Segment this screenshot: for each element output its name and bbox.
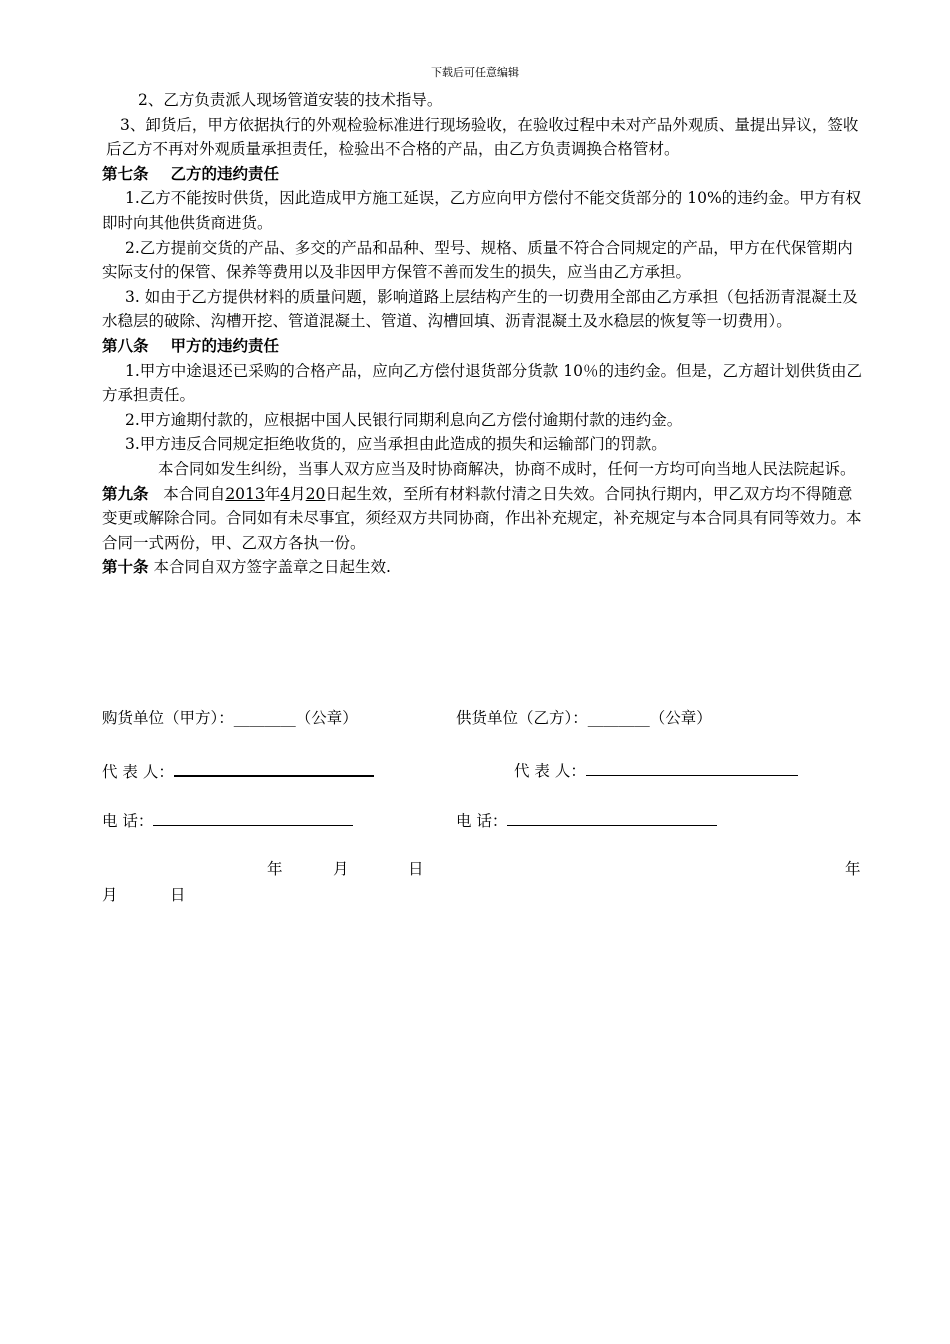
article-10-text: 本合同自双方签字盖章之日起生效. [153,558,391,577]
article-7-item-2: 2.乙方提前交货的产品、多交的产品和品种、型号、规格、质量不符合合同规定的产品，甲方在代保管期内实际支付的保管、保养等费用以及非因甲方保管不善而发生的损失，应当由乙方承担。 [102,238,853,282]
article-10-number: 第十条 [102,557,149,577]
seller-phone-label: 电 话： [456,812,508,830]
article-7-item-1: 1.乙方不能按时供货，因此造成甲方施工延误，乙方应向甲方偿付不能交货部分的 10%的违约金。甲方有权即时向其他供货商进货。 [102,189,862,232]
download-note: 下载后可任意编辑 [431,66,519,79]
article-8-item-3: 3.甲方违反合同规定拒绝收货的，应当承担由此造成的损失和运输部门的罚款。 [125,435,667,454]
article-8-heading [102,334,867,359]
buyer-date-year: 年 [267,860,283,878]
article-9-text-b: 年 [264,484,281,503]
seller-rep-line[interactable] [586,760,798,776]
seller-date-year: 年 [845,860,861,878]
article-9-text-d: 日起生效，至所有材料款付清之日失效。合同执行期内，甲乙双方均不得随意变更或解除合同。合同如有未尽事宜，须经双方共同协商，作出补充规定，补充规定与本合同具有同等效力。本合同一式两份，甲、乙双方各执一份。 [102,484,862,552]
buyer-phone-line[interactable] [153,810,353,826]
seller-rep-label: 代 表 人： [514,762,586,780]
article-10 [102,555,867,580]
effective-year: 2013 [225,484,265,503]
contract-body [102,88,867,580]
article-7-title: 乙方的违约责任 [170,163,280,183]
article-7-heading [102,162,867,187]
clause-3: 3、卸货后，甲方依据执行的外观检验标准进行现场验收，在验收过程中未对产品外观质、量提出异议，签收后乙方不再对外观质量承担责任，检验出不合格的产品，由乙方负责调换合格管材。 [106,115,859,159]
article-9-text-c: 月 [290,484,306,503]
dispute-clause: 本合同如发生纠纷，当事人双方应当及时协商解决，协商不成时，任何一方均可向当地人民法院起诉。 [158,459,856,478]
article-8-number: 第八条 [102,335,149,355]
buyer-phone-label: 电 话： [102,812,154,830]
article-8-item-1: 1.甲方中途退还已采购的合格产品，应向乙方偿付退货部分货款 10％的违约金。但是，乙方超计划供货由乙方承担责任。 [102,361,862,405]
effective-day: 20 [305,484,326,503]
buyer-date-month: 月 [333,860,349,878]
signature-phone-row [102,810,508,831]
clause-2: 2、乙方负责派人现场管道安装的技术指导。 [138,91,443,109]
article-8-title: 甲方的违约责任 [170,335,280,355]
seller-date-day: 日 [170,886,186,904]
buyer-label: 购货单位（甲方）：________（公章） [102,709,358,727]
article-9-number: 第九条 [102,483,149,503]
article-9-text-a: 本合同自 [163,484,226,503]
article-7-number: 第七条 [102,163,149,183]
buyer-date-day: 日 [408,860,424,878]
seller-label: 供货单位（乙方）：________（公章） [456,709,712,727]
effective-month: 4 [280,484,291,503]
signature-rep-row [102,760,586,782]
buyer-rep-label: 代 表 人： [102,763,174,781]
seller-date-month: 月 [102,886,118,904]
signature-party-row [102,708,712,728]
article-9 [102,482,867,556]
seller-phone-line[interactable] [507,810,717,826]
article-8-item-2: 2.甲方逾期付款的，应根据中国人民银行同期利息向乙方偿付逾期付款的违约金。 [125,410,683,429]
buyer-rep-line[interactable] [174,760,374,777]
article-7-item-3: 3. 如由于乙方提供材料的质量问题，影响道路上层结构产生的一切费用全部由乙方承担（包括沥青混凝土及水稳层的破除、沟槽开挖、管道混凝土、管道、沟槽回填、沥青混凝土及水稳层的恢复等一切费用）。 [102,287,858,331]
